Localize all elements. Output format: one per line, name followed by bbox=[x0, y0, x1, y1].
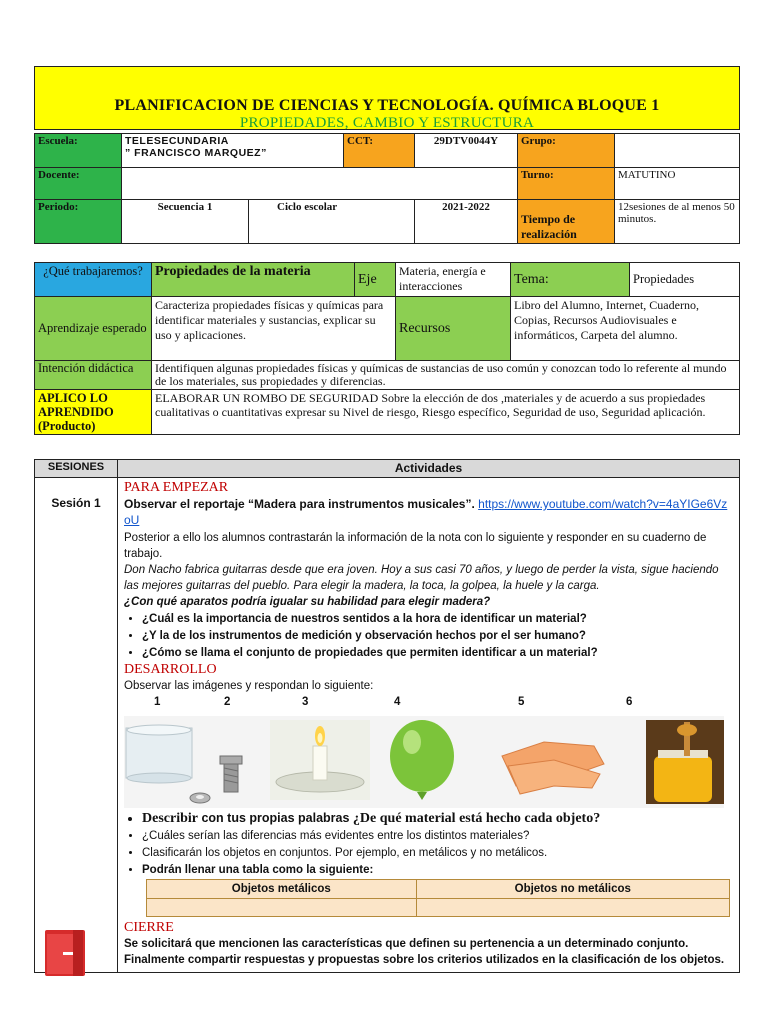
posterior-text: Posterior a ello los alumnos contrastarán la información de la nota con lo siguiente y responder en su cuaderno de trabajo. bbox=[124, 532, 707, 560]
intencion-label: Intención didáctica bbox=[35, 361, 152, 390]
observar-imagenes: Observar las imágenes y respondan lo siguiente: bbox=[124, 680, 374, 692]
image-number: 3 bbox=[302, 696, 309, 708]
candle-image bbox=[270, 720, 370, 800]
document-header bbox=[34, 66, 740, 130]
periodo-label: Periodo: bbox=[35, 200, 122, 244]
objetos-no-metalicos-cell bbox=[416, 899, 729, 917]
sesiones-header: SESIONES bbox=[35, 460, 118, 478]
document-title: PLANIFICACION DE CIENCIAS Y TECNOLOGÍA. QUÍMICA BLOQUE 1 bbox=[114, 97, 660, 114]
aplico-value: ELABORAR UN ROMBO DE SEGURIDAD Sobre la elección de dos ,materiales y de acuerdo a sus propiedades cualitativas o cuantitativas expresar su Nivel de riesgo, Riesgo específico, Seguridad de uso, Seguridad aplicación. bbox=[152, 390, 740, 435]
activities-content bbox=[118, 478, 740, 973]
que-value: Propiedades de la materia bbox=[152, 263, 355, 297]
grupo-label: Grupo: bbox=[518, 134, 615, 168]
docente-label: Docente: bbox=[35, 168, 122, 200]
image-number: 4 bbox=[394, 696, 401, 708]
bolt-image bbox=[190, 756, 242, 803]
session-label: Sesión 1 bbox=[51, 496, 101, 510]
aprendizaje-value: Caracteriza propiedades físicas y químicas para identificar materiales y sustancias, explicar su uso y aplicaciones. bbox=[152, 297, 396, 361]
main-question: ¿Con qué aparatos podría igualar su habilidad para elegir madera? bbox=[124, 596, 491, 608]
list-item: • ¿Cómo se llama el conjunto de propiedades que permiten identificar a un material? bbox=[142, 645, 733, 661]
objetos-no-metalicos-header: Objetos no metálicos bbox=[416, 880, 729, 899]
docente-value bbox=[122, 168, 518, 200]
objetos-metalicos-cell bbox=[147, 899, 417, 917]
youtube-link[interactable]: https://www.youtube.com/watch?v=4aYIGe6VzoU bbox=[124, 497, 728, 527]
school-info-table bbox=[34, 133, 740, 244]
planning-table bbox=[34, 262, 740, 435]
list-item: • ¿Cuáles serían las diferencias más evidentes entre los distintos materiales? bbox=[142, 828, 733, 844]
image-numbers-row bbox=[124, 694, 733, 712]
para-empezar-heading: PARA EMPEZAR bbox=[124, 480, 229, 495]
recursos-value: Libro del Alumno, Internet, Cuaderno, Copias, Recursos Audiovisuales e informáticos, Carpeta del alumno. bbox=[511, 297, 740, 361]
actividades-header: Actividades bbox=[118, 460, 740, 478]
cierre-text-2: Finalmente compartir respuestas y propuestas sobre los criterios utilizados en la clasificación de los objetos. bbox=[124, 954, 725, 966]
image-number: 2 bbox=[224, 696, 231, 708]
list-item: • Describir con tus propias palabras ¿De qué material está hecho cada objeto? bbox=[142, 810, 733, 827]
cierre-text-1: Se solicitará que mencionen las características que definen su pertenencia a un determinado conjunto. bbox=[124, 938, 689, 950]
honey-jar-image bbox=[646, 720, 724, 804]
image-number: 6 bbox=[626, 696, 633, 708]
tema-value: Propiedades bbox=[630, 263, 740, 297]
grupo-value bbox=[615, 134, 740, 168]
document-subtitle: PROPIEDADES, CAMBIO Y ESTRUCTURA bbox=[239, 115, 535, 131]
objects-image-strip bbox=[124, 716, 724, 808]
session-cell bbox=[35, 478, 118, 973]
classification-table bbox=[146, 879, 730, 917]
ciclo-label: Ciclo escolar bbox=[249, 200, 415, 244]
recursos-label: Recursos bbox=[396, 297, 511, 361]
list-item: • Clasificarán los objetos en conjuntos. Por ejemplo, en metálicos y no metálicos. bbox=[142, 845, 733, 861]
tema-label: Tema: bbox=[511, 263, 630, 297]
desarrollo-list bbox=[124, 810, 733, 878]
objetos-metalicos-header: Objetos metálicos bbox=[147, 880, 417, 899]
activities-table bbox=[34, 459, 740, 973]
list-item: • Podrán llenar una tabla como la siguiente: bbox=[142, 862, 733, 878]
gloves-image bbox=[502, 742, 604, 794]
observar-reportaje: Observar el reportaje “Madera para instrumentos musicales”. https://www.youtube.com/watch?v=4aYIGe6VzoU bbox=[124, 497, 728, 527]
cct-value: 29DTV0044Y bbox=[415, 134, 518, 168]
cct-label: CCT: bbox=[344, 134, 415, 168]
eje-value: Materia, energía e interacciones bbox=[396, 263, 511, 297]
tiempo-label: Tiempo de realización bbox=[518, 200, 615, 244]
glass-image bbox=[126, 725, 192, 783]
aprendizaje-label: Aprendizaje esperado bbox=[35, 297, 152, 361]
questions-list bbox=[124, 611, 733, 661]
turno-label: Turno: bbox=[518, 168, 615, 200]
que-label: ¿Qué trabajaremos? bbox=[35, 263, 152, 297]
list-item: • ¿Y la de los instrumentos de medición y observación hechos por el ser humano? bbox=[142, 628, 733, 644]
escuela-value: TELESECUNDARIA ” FRANCISCO MARQUEZ” bbox=[122, 134, 344, 168]
balloon-image bbox=[390, 720, 454, 800]
quote-text: Don Nacho fabrica guitarras desde que era joven. Hoy a sus casi 70 años, y luego de perder la vista, sigue haciendo las mejores guitarras del pueblo. Para elegir la madera, la toca, la golpea, la huele y la carga. bbox=[124, 564, 719, 592]
tiempo-value: 12sesiones de al menos 50 minutos. bbox=[615, 200, 740, 244]
list-item: • ¿Cuál es la importancia de nuestros sentidos a la hora de identificar un material? bbox=[142, 611, 733, 627]
cierre-heading: CIERRE bbox=[124, 920, 174, 935]
ciclo-value: 2021-2022 bbox=[415, 200, 518, 244]
image-number: 1 bbox=[154, 696, 161, 708]
desarrollo-heading: DESARROLLO bbox=[124, 662, 217, 677]
escuela-label: Escuela: bbox=[35, 134, 122, 168]
turno-value: MATUTINO bbox=[615, 168, 740, 200]
intencion-value: Identifiquen algunas propiedades físicas y químicas de sustancias de uso común y conozcan todo lo referente al mundo de los materiales, sus propiedades y diferencias. bbox=[152, 361, 740, 390]
folder-icon bbox=[43, 928, 87, 978]
eje-label: Eje bbox=[355, 263, 396, 297]
secuencia-value: Secuencia 1 bbox=[122, 200, 249, 244]
image-number: 5 bbox=[518, 696, 525, 708]
aplico-label: APLICO LO APRENDIDO (Producto) bbox=[35, 390, 152, 435]
